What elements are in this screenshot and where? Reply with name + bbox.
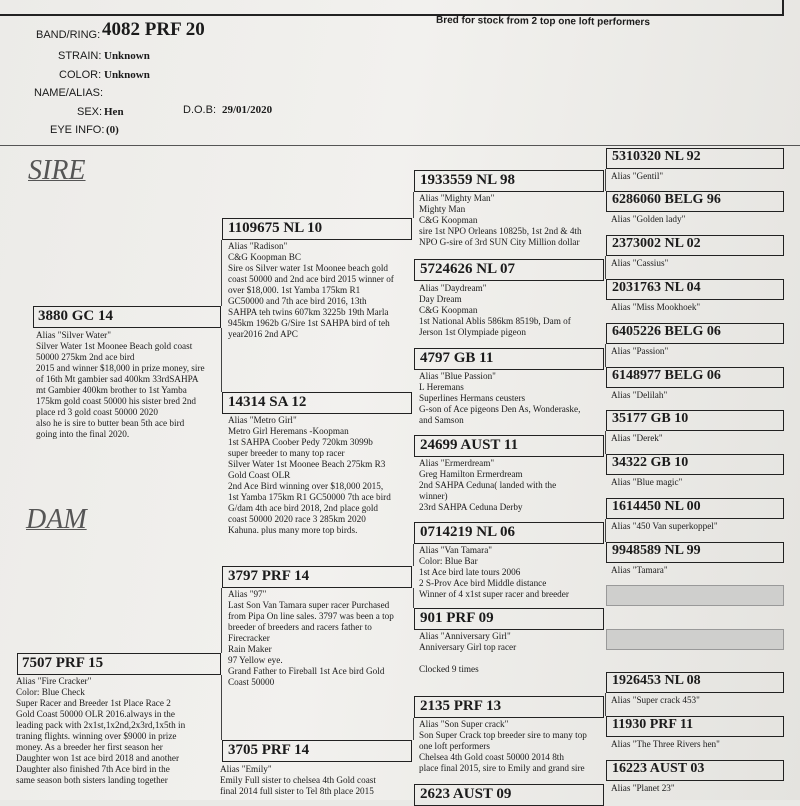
detail-line: same season both sisters landing together (16, 775, 168, 785)
detail-line: Last Son Van Tamara super racer Purchased (228, 600, 390, 610)
connector-g3-3 (605, 344, 606, 367)
detail-line: 2 S-Prov Ace bird Middle distance (419, 578, 547, 588)
detail-line: L Heremans (419, 382, 464, 392)
detail-line: 50000 275km 2nd ace bird (36, 352, 135, 362)
detail-line: breeder of breeders and racers father to (228, 622, 372, 632)
gen4-empty-box-1 (606, 585, 784, 606)
detail-line: NPO G-sire of 3rd SUN City Million dollar (419, 237, 580, 247)
connector-sire-down (221, 328, 222, 392)
detail-line: sire 1st NPO Orleans 10825b, 1st 2nd & 4th (419, 226, 582, 236)
gen4-alias-5: Alias "Passion" (611, 346, 669, 356)
detail-line: Superlines Hermans ceusters (419, 393, 526, 403)
detail-line: Silver Water 1st Moonee Beach 275km R3 (228, 459, 386, 469)
connector-g3-2 (605, 256, 606, 279)
detail-line: winner) (419, 491, 448, 501)
detail-line: 175km gold coast 50000 his sister bred 2nd (36, 396, 197, 406)
detail-line: Chelsea 4th Gold coast 50000 2014 8th (419, 752, 564, 762)
gen3-details-1 (419, 193, 605, 248)
detail-line: 1st Ace bird late tours 2006 (419, 567, 521, 577)
dam-heading: DAM (26, 504, 87, 535)
gen3-ring-4: 24699 AUST 11 (420, 437, 519, 453)
gen4-ring-1: 5310320 NL 92 (612, 149, 701, 164)
detail-line: Alias "97" (228, 589, 267, 599)
detail-line: super breeder to many top racer (228, 448, 345, 458)
gen2-details-2 (228, 415, 414, 536)
detail-line (419, 653, 605, 664)
detail-line: Kahuna. plus many more top birds. (228, 525, 358, 535)
gen2-details-1 (228, 241, 414, 340)
detail-line: Color: Blue Bar (419, 556, 478, 566)
detail-line: Super Racer and Breeder 1st Place Race 2 (16, 698, 171, 708)
bred-note: Bred for stock from 2 top one loft performers (435, 14, 650, 29)
gen4-ring-9: 1614450 NL 00 (612, 499, 701, 514)
detail-line: G/dam 4th ace bird 2018, 2nd place gold (228, 503, 379, 513)
gen4-ring-13: 1926453 NL 08 (612, 673, 701, 688)
gen3-ring-7: 2135 PRF 13 (420, 698, 502, 714)
gen3-details-6 (419, 631, 605, 675)
strain-label: STRAIN: (58, 50, 102, 62)
gen4-alias-15: Alias "Planet 23" (611, 783, 675, 793)
gen3-details-3 (419, 371, 605, 426)
detail-line: Alias "Ermerdream" (419, 458, 495, 468)
detail-line: Winner of 4 x1st super racer and breeder (419, 589, 569, 599)
eye-info-label: EYE INFO: (50, 124, 105, 136)
gen3-ring-1: 1933559 NL 98 (420, 172, 516, 188)
detail-line: C&G Koopman BC (228, 252, 301, 262)
sire-ring: 3880 GC 14 (38, 308, 113, 324)
detail-line: Alias "Radison" (228, 241, 288, 251)
detail-line: SAHPA teh twins 607km 3225b 19th Marla (228, 307, 389, 317)
detail-line: Emily Full sister to chelsea 4th Gold coast (220, 775, 376, 785)
connector-g2d-up (413, 718, 414, 740)
gen4-alias-2: Alias "Golden lady" (611, 214, 686, 224)
detail-line: place rd 3 gold coast 50000 2020 (36, 407, 158, 417)
detail-line: coast 50000 and 2nd ace bird 2015 winner of (228, 274, 394, 284)
sex-value: Hen (104, 106, 124, 118)
detail-line: Coast 50000 (228, 677, 275, 687)
gen4-empty-box-2 (606, 629, 784, 650)
detail-line: 97 Yellow eye. (228, 655, 283, 665)
detail-line: Alias "Anniversary Girl" (419, 631, 511, 641)
gen2-ring-2: 14314 SA 12 (228, 394, 307, 410)
gen4-alias-13: Alias "Super crack 453" (611, 695, 700, 705)
detail-line: Gold Coast 50000 OLR 2016.always in the (16, 709, 175, 719)
detail-line: Clocked 9 times (419, 664, 479, 674)
gen3-ring-2: 5724626 NL 07 (420, 261, 516, 277)
dob-label: D.O.B: (183, 104, 217, 116)
gen4-ring-2: 6286060 BELG 96 (612, 192, 721, 207)
detail-line: 1st SAHPA Coober Pedy 720km 3099b (228, 437, 373, 447)
detail-line: 1st Yamba 175km R1 GC50000 7th ace bird (228, 492, 391, 502)
eye-info-value: (0) (106, 124, 119, 136)
gen4-alias-9: Alias "450 Van superkoppel" (611, 521, 718, 531)
gen4-alias-1: Alias "Gentil" (611, 171, 664, 181)
gen3-ring-3: 4797 GB 11 (420, 350, 494, 366)
gen3-details-4 (419, 458, 605, 513)
detail-line: Firecracker (228, 633, 270, 643)
detail-line: Alias "Silver Water" (36, 330, 111, 340)
sire-heading: SIRE (28, 155, 86, 186)
color-value: Unknown (104, 69, 150, 81)
header-divider (0, 145, 800, 146)
gen4-ring-10: 9948589 NL 99 (612, 543, 701, 558)
detail-line: Sire os Silver water 1st Moonee beach gold (228, 263, 388, 273)
detail-line: G-son of Ace pigeons Den As, Wonderaske, (419, 404, 581, 414)
dam-details (16, 676, 222, 786)
gen4-ring-15: 16223 AUST 03 (612, 761, 705, 776)
detail-line: 945km 1962b G/Sire 1st SAHPA bird of teh (228, 318, 390, 328)
detail-line: Alias "Blue Passion" (419, 371, 496, 381)
detail-line: C&G Koopman (419, 305, 478, 315)
gen4-alias-8: Alias "Blue magic" (611, 477, 683, 487)
detail-line: place final 2015, sire to Emily and grand sire (419, 763, 585, 773)
connector-g2a-up (413, 192, 414, 218)
detail-line: year2016 2nd APC (228, 329, 298, 339)
gen4-ring-4: 2031763 NL 04 (612, 280, 701, 295)
detail-line: C&G Koopman (419, 215, 478, 225)
detail-line: Grand Father to Fireball 1st Ace bird Gold (228, 666, 385, 676)
detail-line: Day Dream (419, 294, 462, 304)
detail-line: Jerson 1st Olympiade pigeon (419, 327, 526, 337)
detail-line: mt Gambier 400km brother to 1st Yamba (36, 385, 187, 395)
detail-line: GC50000 and 7th ace bird 2016, 13th (228, 296, 367, 306)
name-alias-label: NAME/ALIAS: (34, 87, 104, 99)
detail-line: Alias "Son Super crack" (419, 719, 509, 729)
connector-g3-1 (605, 169, 606, 191)
detail-line: Daughter won 1st ace bird 2018 and another (16, 753, 180, 763)
detail-line: and Samson (419, 415, 464, 425)
detail-line: from Pipa On line sales. 3797 was been a top (228, 611, 394, 621)
connector-g3-7 (605, 693, 606, 716)
detail-line: leading pack with 2x1st,1x2nd,2x3rd,1x5th in (16, 720, 186, 730)
gen4-alias-6: Alias "Delilah" (611, 390, 668, 400)
detail-line: Mighty Man (419, 204, 466, 214)
detail-line: final 2014 full sister to Tel 8th place 2015 (220, 786, 374, 796)
gen4-alias-10: Alias "Tamara" (611, 565, 668, 575)
connector-g2c-up (413, 544, 414, 566)
dob-value: 29/01/2020 (222, 104, 273, 116)
connector-sire-up (221, 240, 222, 306)
gen3-details-5 (419, 545, 605, 600)
detail-line: Alias "Daydream" (419, 283, 487, 293)
detail-line: Alias "Emily" (220, 764, 272, 774)
detail-line: also he is sire to butter bean 5th ace bird (36, 418, 185, 428)
connector-g3-4 (605, 431, 606, 454)
connector-dam-down (221, 675, 222, 740)
gen4-alias-14: Alias "The Three Rivers hen" (611, 739, 720, 749)
gen3-details-2 (419, 283, 605, 338)
color-label: COLOR: (59, 69, 102, 81)
strain-value: Unknown (104, 50, 150, 62)
gen2-details-4 (220, 764, 414, 797)
detail-line: Daughter also finished 7th Ace bird in the (16, 764, 170, 774)
detail-line: money. As a breeder her first season her (16, 742, 163, 752)
gen4-ring-6: 6148977 BELG 06 (612, 368, 721, 383)
gen4-ring-14: 11930 PRF 11 (612, 717, 694, 732)
connector-g3-5 (605, 519, 606, 542)
detail-line: Rain Maker (228, 644, 272, 654)
detail-line: 2015 and winner $18,000 in prize money, sire (36, 363, 205, 373)
gen4-alias-3: Alias "Cassius" (611, 258, 669, 268)
gen2-ring-3: 3797 PRF 14 (228, 568, 310, 584)
detail-line: one loft performers (419, 741, 490, 751)
detail-line: 2nd Ace Bird winning over $18,000 2015, (228, 481, 384, 491)
detail-line: traning flights. winning over $9000 in prize (16, 731, 177, 741)
detail-line: Son Super Crack top breeder sire to many top (419, 730, 587, 740)
connector-g2c-down (413, 588, 414, 608)
gen4-ring-5: 6405226 BELG 06 (612, 324, 721, 339)
header-box (0, 0, 784, 16)
gen4-ring-7: 35177 GB 10 (612, 411, 689, 426)
gen4-alias-4: Alias "Miss Mookhoek" (611, 302, 701, 312)
detail-line: 1st National Ablis 586km 8519b, Dam of (419, 316, 571, 326)
dam-ring: 7507 PRF 15 (22, 655, 104, 671)
detail-line: Anniversary Girl top racer (419, 642, 517, 652)
gen4-alias-7: Alias "Derek" (611, 433, 663, 443)
band-value: 4082 PRF 20 (102, 19, 205, 40)
gen2-details-3 (228, 589, 414, 688)
connector-dam-up (221, 588, 222, 653)
gen2-ring-1: 1109675 NL 10 (228, 220, 323, 236)
detail-line: Greg Hamilton Ermerdream (419, 469, 523, 479)
sire-details (36, 330, 222, 440)
detail-line: coast 50000 2020 race 3 285km 2020 (228, 514, 366, 524)
detail-line: 2nd SAHPA Ceduna( landed with the (419, 480, 557, 490)
gen4-ring-8: 34322 GB 10 (612, 455, 689, 470)
detail-line: Silver Water 1st Moonee Beach gold coast (36, 341, 193, 351)
gen3-details-7 (419, 719, 605, 774)
detail-line: of 16th Mt gambier sad 400km 33rdSAHPA (36, 374, 199, 384)
detail-line: Alias "Van Tamara" (419, 545, 493, 555)
gen2-ring-4: 3705 PRF 14 (228, 742, 310, 758)
gen3-ring-5: 0714219 NL 06 (420, 524, 516, 540)
detail-line: 23rd SAHPA Ceduna Derby (419, 502, 523, 512)
detail-line: Alias "Metro Girl" (228, 415, 297, 425)
detail-line: Metro Girl Heremans -Koopman (228, 426, 349, 436)
detail-line: Gold Coast OLR (228, 470, 291, 480)
sex-label: SEX: (77, 106, 103, 118)
detail-line: Alias "Mighty Man" (419, 193, 495, 203)
detail-line: Alias "Fire Cracker" (16, 676, 92, 686)
detail-line: going into the final 2020. (36, 429, 130, 439)
gen4-ring-3: 2373002 NL 02 (612, 236, 701, 251)
gen3-ring-8: 2623 AUST 09 (420, 786, 512, 802)
gen3-ring-6: 901 PRF 09 (420, 610, 494, 626)
band-label: BAND/RING: (36, 29, 101, 41)
detail-line: Color: Blue Check (16, 687, 85, 697)
detail-line: over $18,000. 1st Yamba 175km R1 (228, 285, 361, 295)
